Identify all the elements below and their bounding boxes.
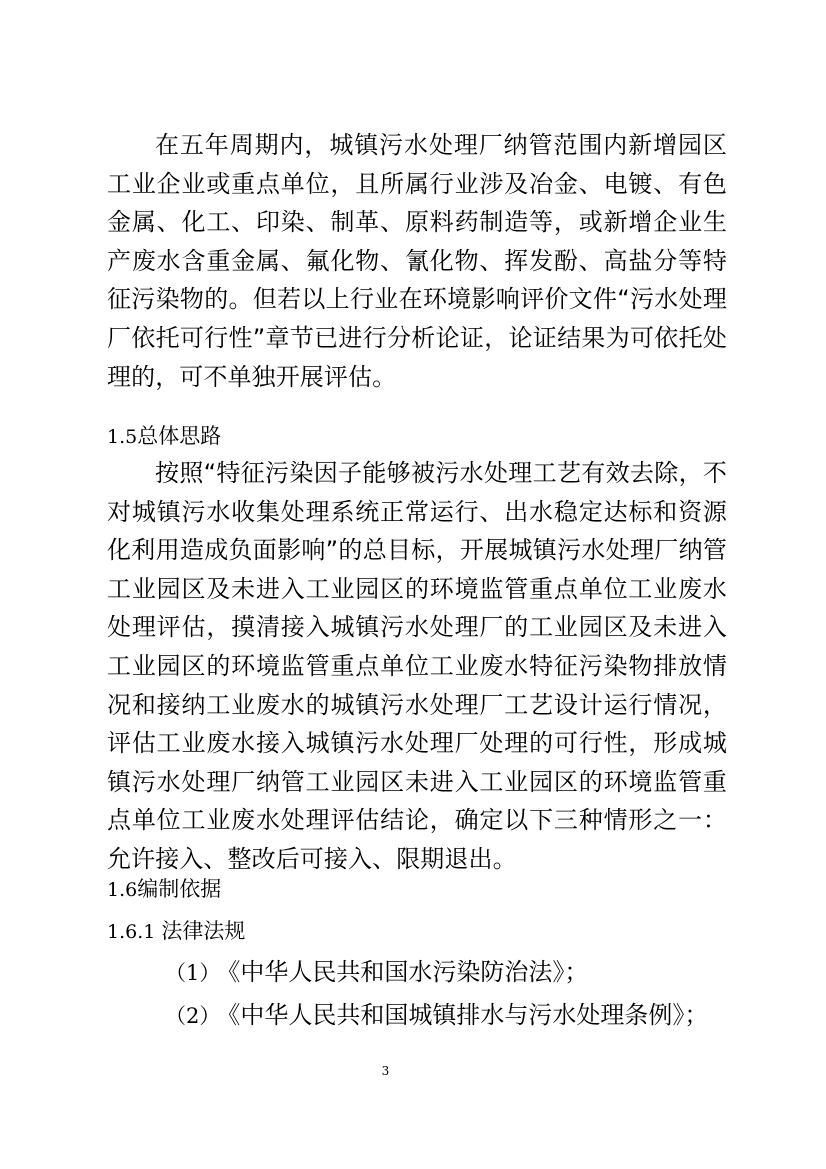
page-number: 3 <box>381 1064 390 1078</box>
body-paragraph-eligibility: 在五年周期内，城镇污水处理厂纳管范围内新增园区工业企业或重点单位，且所属行业涉及冶金、电镀、有色金属、化工、印染、制革、原料药制造等，或新增企业生产废水含重金属、氟化物、氰化物、挥发酚、高盐分等特征污染物的。但若以上行业在环境影响评价文件“污水处理厂依托可行性”章节已进行分析论证，论证结果为可依托处理的，可不单独开展评估。 <box>107 131 727 391</box>
law-list-item <box>165 953 588 992</box>
section-number: 1.5 <box>107 426 138 448</box>
body-paragraph-overall-approach: 按照“特征污染因子能够被污水处理工艺有效去除，不对城镇污水收集处理系统正常运行、出水稳定达标和资源化利用造成负面影响”的总目标，开展城镇污水处理厂纳管工业园区及未进入工业园区的环境监管重点单位工业废水处理评估，摸清接入城镇污水处理厂的工业园区及未进入工业园区的环境监管重点单位工业废水特征污染物排放情况和接纳工业废水的城镇污水处理厂工艺设计运行情况，评估工业废水接入城镇污水处理厂处理的可行性，形成城镇污水处理厂纳管工业园区未进入工业园区的环境监管重点单位工业废水处理评估结论，确定以下三种情形之一：允许接入、整改后可接入、限期退出。 <box>107 459 727 873</box>
law-list-item <box>165 996 708 1035</box>
section-title: 法律法规 <box>161 919 246 943</box>
section-number: 1.6.1 <box>107 921 156 943</box>
law-title: 《中华人民共和国水污染防治法》； <box>228 958 589 986</box>
list-marker: （2） <box>165 1004 221 1028</box>
section-heading-1-6-1 <box>107 912 245 951</box>
section-heading-1-6 <box>107 870 221 909</box>
section-title: 编制依据 <box>137 877 222 901</box>
section-number: 1.6 <box>107 879 138 901</box>
list-marker: （1） <box>165 961 221 985</box>
section-heading-1-5 <box>107 417 221 456</box>
section-title: 总体思路 <box>137 424 222 448</box>
law-title: 《中华人民共和国城镇排水与污水处理条例》； <box>228 1001 709 1029</box>
